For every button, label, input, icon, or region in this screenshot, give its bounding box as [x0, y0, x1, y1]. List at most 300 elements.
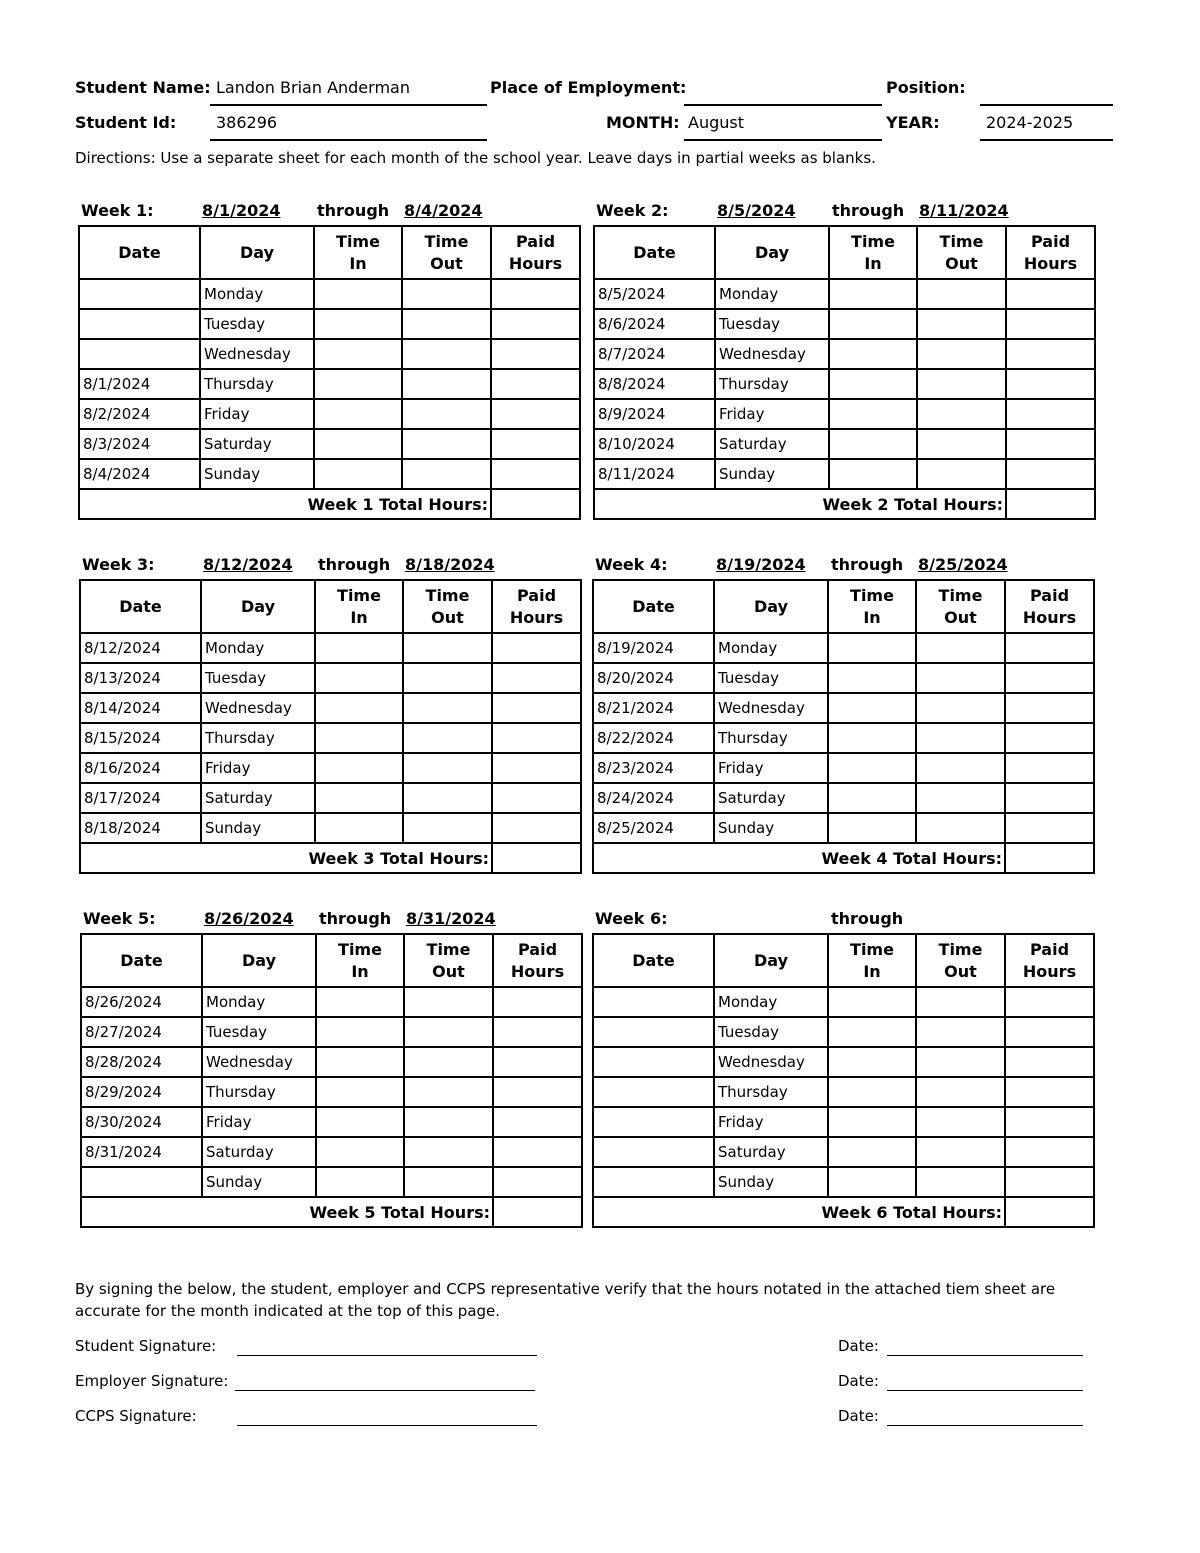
ccps-signature-line[interactable] — [237, 1425, 537, 1426]
date-cell[interactable]: 8/27/2024 — [81, 1017, 202, 1047]
time-out-cell[interactable] — [917, 279, 1006, 309]
week-label: Week 1: — [81, 201, 154, 220]
paid-hours-cell[interactable] — [492, 783, 581, 813]
day-cell: Wednesday — [202, 1047, 316, 1077]
time-out-cell[interactable] — [916, 1137, 1005, 1167]
date-cell[interactable]: 8/2/2024 — [79, 399, 200, 429]
paid-hours-cell[interactable] — [493, 1047, 582, 1077]
column-paid-hours — [1005, 934, 1094, 987]
employer-signature-line[interactable] — [235, 1390, 535, 1391]
day-cell: Tuesday — [201, 663, 315, 693]
table-row — [81, 987, 582, 1017]
student-signature-date-line[interactable] — [887, 1355, 1083, 1356]
time-out-cell[interactable] — [404, 987, 493, 1017]
date-cell[interactable]: 8/19/2024 — [593, 633, 714, 663]
time-out-cell[interactable] — [404, 1167, 493, 1197]
student-signature-date-label: Date: — [838, 1337, 879, 1355]
student-name-value[interactable]: Landon Brian Anderman — [216, 78, 410, 97]
day-cell: Sunday — [715, 459, 829, 489]
week-end-date[interactable]: 8/11/2024 — [919, 201, 1009, 220]
time-in-cell[interactable] — [315, 723, 403, 753]
date-cell[interactable]: 8/1/2024 — [79, 369, 200, 399]
time-in-cell[interactable] — [315, 693, 403, 723]
week-total-hours-cell[interactable] — [491, 489, 580, 519]
table-row — [79, 399, 580, 429]
time-in-cell[interactable] — [316, 1077, 404, 1107]
date-cell[interactable] — [593, 1107, 714, 1137]
date-cell[interactable]: 8/28/2024 — [81, 1047, 202, 1077]
column-paid-hours-line-1: Paid — [515, 231, 556, 251]
position-label: Position: — [886, 78, 966, 97]
time-out-cell[interactable] — [404, 1077, 493, 1107]
time-in-cell[interactable] — [828, 753, 916, 783]
through-label: through — [317, 201, 390, 220]
time-out-cell[interactable] — [402, 369, 491, 399]
day-cell: Wednesday — [714, 693, 828, 723]
time-out-cell[interactable] — [403, 783, 492, 813]
time-in-cell[interactable] — [314, 339, 402, 369]
table-row — [594, 429, 1095, 459]
week-start-date[interactable]: 8/1/2024 — [202, 201, 281, 220]
paid-hours-cell[interactable] — [491, 309, 580, 339]
table-row — [593, 723, 1094, 753]
week-total-hours-cell[interactable] — [1005, 843, 1094, 873]
time-in-cell[interactable] — [315, 633, 403, 663]
time-out-cell[interactable] — [916, 1107, 1005, 1137]
paid-hours-cell[interactable] — [1005, 813, 1094, 843]
column-time-in-line-1: Time — [850, 939, 894, 959]
paid-hours-cell[interactable] — [1005, 693, 1094, 723]
column-time-in-line-2: In — [351, 961, 369, 981]
day-cell: Thursday — [714, 1077, 828, 1107]
table-header-row — [80, 580, 581, 633]
table-row — [593, 1077, 1094, 1107]
paid-hours-cell[interactable] — [493, 1017, 582, 1047]
day-cell: Saturday — [202, 1137, 316, 1167]
week-end-date[interactable]: 8/4/2024 — [404, 201, 483, 220]
date-cell[interactable]: 8/9/2024 — [594, 399, 715, 429]
paid-hours-cell[interactable] — [1005, 723, 1094, 753]
table-row — [81, 1137, 582, 1167]
column-time-out-line-1: Time — [938, 585, 983, 605]
time-out-cell[interactable] — [403, 633, 492, 663]
time-out-cell[interactable] — [916, 753, 1005, 783]
week-label: Week 6: — [595, 909, 668, 928]
time-in-cell[interactable] — [828, 723, 916, 753]
through-label: through — [831, 909, 904, 928]
student-id-underline — [210, 139, 487, 141]
date-cell[interactable]: 8/13/2024 — [80, 663, 201, 693]
paid-hours-cell[interactable] — [1006, 459, 1095, 489]
week-total-label: Week 5 Total Hours: — [81, 1197, 493, 1227]
table-row — [79, 369, 580, 399]
table-row — [80, 663, 581, 693]
month-label: MONTH: — [606, 113, 680, 132]
paid-hours-cell[interactable] — [1006, 369, 1095, 399]
time-in-cell[interactable] — [828, 1107, 916, 1137]
paid-hours-cell[interactable] — [492, 723, 581, 753]
date-cell[interactable]: 8/11/2024 — [594, 459, 715, 489]
paid-hours-cell[interactable] — [1005, 987, 1094, 1017]
verification-line-2: accurate for the month indicated at the top of this page. — [75, 1302, 501, 1320]
paid-hours-cell[interactable] — [493, 987, 582, 1017]
time-out-cell[interactable] — [917, 369, 1006, 399]
column-day: Day — [715, 226, 829, 279]
time-in-cell[interactable] — [315, 813, 403, 843]
table-row — [593, 633, 1094, 663]
time-out-cell[interactable] — [404, 1107, 493, 1137]
time-out-cell[interactable] — [916, 813, 1005, 843]
week-header — [80, 907, 581, 933]
time-in-cell[interactable] — [828, 1017, 916, 1047]
time-in-cell[interactable] — [829, 459, 917, 489]
day-cell: Tuesday — [715, 309, 829, 339]
time-out-cell[interactable] — [402, 309, 491, 339]
paid-hours-cell[interactable] — [1005, 1167, 1094, 1197]
column-time-out-line-2: Out — [430, 253, 463, 273]
column-time-out-line-1: Time — [938, 939, 983, 959]
paid-hours-cell[interactable] — [493, 1167, 582, 1197]
student-id-value[interactable]: 386296 — [216, 113, 278, 132]
date-cell[interactable]: 8/16/2024 — [80, 753, 201, 783]
date-cell[interactable] — [79, 339, 200, 369]
time-in-cell[interactable] — [314, 369, 402, 399]
time-in-cell[interactable] — [828, 663, 916, 693]
total-row — [594, 489, 1095, 519]
place-of-employment-underline — [684, 104, 882, 106]
time-in-cell[interactable] — [316, 1047, 404, 1077]
week-label: Week 2: — [596, 201, 669, 220]
day-cell: Friday — [714, 1107, 828, 1137]
date-cell[interactable]: 8/14/2024 — [80, 693, 201, 723]
time-out-cell[interactable] — [916, 987, 1005, 1017]
date-cell[interactable] — [593, 1077, 714, 1107]
time-out-cell[interactable] — [917, 309, 1006, 339]
paid-hours-cell[interactable] — [491, 279, 580, 309]
paid-hours-cell[interactable] — [1006, 309, 1095, 339]
week-total-label: Week 6 Total Hours: — [593, 1197, 1005, 1227]
time-out-cell[interactable] — [402, 429, 491, 459]
time-out-cell[interactable] — [916, 663, 1005, 693]
date-cell[interactable] — [593, 1047, 714, 1077]
table-row — [80, 723, 581, 753]
column-time-out — [403, 580, 492, 633]
date-cell[interactable]: 8/25/2024 — [593, 813, 714, 843]
time-out-cell[interactable] — [917, 429, 1006, 459]
day-cell: Sunday — [201, 813, 315, 843]
paid-hours-cell[interactable] — [492, 663, 581, 693]
date-cell[interactable]: 8/10/2024 — [594, 429, 715, 459]
paid-hours-cell[interactable] — [1005, 1077, 1094, 1107]
column-paid-hours-line-2: Hours — [1023, 253, 1078, 273]
table-row — [594, 279, 1095, 309]
paid-hours-cell[interactable] — [493, 1137, 582, 1167]
day-cell: Thursday — [201, 723, 315, 753]
week-start-date[interactable]: 8/5/2024 — [717, 201, 796, 220]
date-cell[interactable] — [79, 279, 200, 309]
date-cell[interactable] — [593, 987, 714, 1017]
date-cell[interactable] — [593, 1137, 714, 1167]
week-start-date[interactable]: 8/12/2024 — [203, 555, 293, 574]
date-cell[interactable]: 8/21/2024 — [593, 693, 714, 723]
table-row — [594, 369, 1095, 399]
employer-signature-date-line[interactable] — [887, 1390, 1083, 1391]
week-header — [592, 907, 1093, 933]
timesheet-table — [592, 933, 1095, 1228]
table-header-row — [81, 934, 582, 987]
table-row — [593, 1107, 1094, 1137]
day-cell: Tuesday — [714, 663, 828, 693]
time-out-cell[interactable] — [403, 693, 492, 723]
month-value[interactable]: August — [688, 113, 744, 132]
column-time-out — [404, 934, 493, 987]
week-end-date[interactable]: 8/31/2024 — [406, 909, 496, 928]
position-underline — [980, 104, 1113, 106]
time-in-cell[interactable] — [314, 429, 402, 459]
column-time-out-line-1: Time — [425, 585, 470, 605]
table-row — [593, 783, 1094, 813]
date-cell[interactable]: 8/31/2024 — [81, 1137, 202, 1167]
time-in-cell[interactable] — [828, 1047, 916, 1077]
time-in-cell[interactable] — [828, 693, 916, 723]
week-total-hours-cell[interactable] — [492, 843, 581, 873]
day-cell: Wednesday — [201, 693, 315, 723]
day-cell: Monday — [202, 987, 316, 1017]
time-in-cell[interactable] — [316, 1017, 404, 1047]
date-cell[interactable]: 8/7/2024 — [594, 339, 715, 369]
date-cell[interactable]: 8/23/2024 — [593, 753, 714, 783]
ccps-signature-date-line[interactable] — [887, 1425, 1083, 1426]
time-in-cell[interactable] — [828, 1137, 916, 1167]
paid-hours-cell[interactable] — [1006, 429, 1095, 459]
date-cell[interactable] — [593, 1167, 714, 1197]
time-in-cell[interactable] — [828, 783, 916, 813]
paid-hours-cell[interactable] — [493, 1077, 582, 1107]
column-paid-hours-line-2: Hours — [509, 607, 564, 627]
date-cell[interactable]: 8/20/2024 — [593, 663, 714, 693]
column-date: Date — [80, 580, 201, 633]
column-date: Date — [593, 580, 714, 633]
date-cell[interactable]: 8/4/2024 — [79, 459, 200, 489]
place-of-employment-label: Place of Employment: — [490, 78, 687, 97]
time-out-cell[interactable] — [916, 1077, 1005, 1107]
date-cell[interactable]: 8/8/2024 — [594, 369, 715, 399]
day-cell: Sunday — [714, 813, 828, 843]
table-row — [594, 309, 1095, 339]
time-out-cell[interactable] — [404, 1017, 493, 1047]
date-cell[interactable]: 8/22/2024 — [593, 723, 714, 753]
table-header-row — [593, 934, 1094, 987]
paid-hours-cell[interactable] — [1006, 279, 1095, 309]
time-out-cell[interactable] — [916, 1017, 1005, 1047]
time-in-cell[interactable] — [829, 429, 917, 459]
month-underline — [684, 139, 882, 141]
time-out-cell[interactable] — [916, 633, 1005, 663]
date-cell[interactable]: 8/17/2024 — [80, 783, 201, 813]
time-in-cell[interactable] — [314, 459, 402, 489]
date-cell[interactable]: 8/6/2024 — [594, 309, 715, 339]
time-out-cell[interactable] — [917, 459, 1006, 489]
week-header — [593, 199, 1094, 225]
table-row — [80, 813, 581, 843]
column-paid-hours-line-1: Paid — [1029, 939, 1070, 959]
time-in-cell[interactable] — [315, 663, 403, 693]
time-in-cell[interactable] — [316, 1167, 404, 1197]
column-time-in-line-1: Time — [850, 585, 894, 605]
date-cell[interactable]: 8/29/2024 — [81, 1077, 202, 1107]
week-total-hours-cell[interactable] — [493, 1197, 582, 1227]
time-in-cell[interactable] — [829, 399, 917, 429]
week-start-date[interactable]: 8/26/2024 — [204, 909, 294, 928]
time-in-cell[interactable] — [314, 309, 402, 339]
table-header-row — [79, 226, 580, 279]
date-cell[interactable] — [79, 309, 200, 339]
year-underline — [980, 139, 1113, 141]
column-time-in — [828, 934, 916, 987]
table-row — [81, 1077, 582, 1107]
time-in-cell[interactable] — [314, 399, 402, 429]
time-out-cell[interactable] — [402, 459, 491, 489]
time-out-cell[interactable] — [916, 783, 1005, 813]
paid-hours-cell[interactable] — [492, 753, 581, 783]
time-in-cell[interactable] — [316, 1107, 404, 1137]
paid-hours-cell[interactable] — [491, 399, 580, 429]
paid-hours-cell[interactable] — [1005, 1047, 1094, 1077]
time-in-cell[interactable] — [829, 279, 917, 309]
week-total-hours-cell[interactable] — [1006, 489, 1095, 519]
date-cell[interactable]: 8/26/2024 — [81, 987, 202, 1017]
date-cell[interactable] — [593, 1017, 714, 1047]
time-in-cell[interactable] — [316, 987, 404, 1017]
date-cell[interactable]: 8/5/2024 — [594, 279, 715, 309]
time-out-cell[interactable] — [404, 1047, 493, 1077]
time-in-cell[interactable] — [829, 309, 917, 339]
time-out-cell[interactable] — [402, 339, 491, 369]
time-out-cell[interactable] — [917, 399, 1006, 429]
time-out-cell[interactable] — [916, 693, 1005, 723]
column-paid-hours-line-2: Hours — [510, 961, 565, 981]
time-out-cell[interactable] — [403, 663, 492, 693]
time-out-cell[interactable] — [403, 753, 492, 783]
date-cell[interactable]: 8/15/2024 — [80, 723, 201, 753]
week-end-date[interactable]: 8/18/2024 — [405, 555, 495, 574]
paid-hours-cell[interactable] — [1005, 633, 1094, 663]
time-out-cell[interactable] — [403, 813, 492, 843]
paid-hours-cell[interactable] — [1005, 1107, 1094, 1137]
week-header — [79, 553, 580, 579]
date-cell[interactable] — [81, 1167, 202, 1197]
time-in-cell[interactable] — [315, 753, 403, 783]
day-cell: Tuesday — [714, 1017, 828, 1047]
time-in-cell[interactable] — [829, 369, 917, 399]
day-cell: Saturday — [714, 783, 828, 813]
paid-hours-cell[interactable] — [1005, 663, 1094, 693]
year-label: YEAR: — [886, 113, 940, 132]
column-paid-hours — [493, 934, 582, 987]
column-time-in — [829, 226, 917, 279]
date-cell[interactable]: 8/24/2024 — [593, 783, 714, 813]
employer-signature-date-label: Date: — [838, 1372, 879, 1390]
paid-hours-cell[interactable] — [493, 1107, 582, 1137]
paid-hours-cell[interactable] — [1006, 399, 1095, 429]
week-total-label: Week 2 Total Hours: — [594, 489, 1006, 519]
table-row — [80, 693, 581, 723]
column-time-in — [316, 934, 404, 987]
time-out-cell[interactable] — [916, 723, 1005, 753]
time-in-cell[interactable] — [828, 1077, 916, 1107]
paid-hours-cell[interactable] — [1005, 783, 1094, 813]
time-out-cell[interactable] — [916, 1047, 1005, 1077]
paid-hours-cell[interactable] — [492, 633, 581, 663]
paid-hours-cell[interactable] — [492, 693, 581, 723]
paid-hours-cell[interactable] — [491, 339, 580, 369]
time-in-cell[interactable] — [829, 339, 917, 369]
column-paid-hours — [1005, 580, 1094, 633]
time-in-cell[interactable] — [828, 813, 916, 843]
paid-hours-cell[interactable] — [1005, 1137, 1094, 1167]
total-row — [79, 489, 580, 519]
time-in-cell[interactable] — [316, 1137, 404, 1167]
column-day: Day — [200, 226, 314, 279]
time-out-cell[interactable] — [916, 1167, 1005, 1197]
week-end-date[interactable]: 8/25/2024 — [918, 555, 1008, 574]
table-row — [593, 813, 1094, 843]
table-row — [593, 1167, 1094, 1197]
time-in-cell[interactable] — [828, 1167, 916, 1197]
paid-hours-cell[interactable] — [491, 369, 580, 399]
time-out-cell[interactable] — [402, 399, 491, 429]
day-cell: Monday — [715, 279, 829, 309]
week-total-hours-cell[interactable] — [1005, 1197, 1094, 1227]
time-in-cell[interactable] — [315, 783, 403, 813]
column-paid-hours-line-1: Paid — [516, 585, 557, 605]
time-in-cell[interactable] — [828, 633, 916, 663]
time-in-cell[interactable] — [314, 279, 402, 309]
day-cell: Sunday — [714, 1167, 828, 1197]
time-out-cell[interactable] — [917, 339, 1006, 369]
date-cell[interactable]: 8/18/2024 — [80, 813, 201, 843]
table-row — [593, 693, 1094, 723]
column-time-in-line-1: Time — [336, 231, 380, 251]
year-value[interactable]: 2024-2025 — [986, 113, 1074, 132]
day-cell: Tuesday — [202, 1017, 316, 1047]
student-id-label: Student Id: — [75, 113, 177, 132]
paid-hours-cell[interactable] — [492, 813, 581, 843]
total-row — [80, 843, 581, 873]
student-signature-line[interactable] — [237, 1355, 537, 1356]
column-time-in — [314, 226, 402, 279]
day-cell: Friday — [201, 753, 315, 783]
paid-hours-cell[interactable] — [491, 459, 580, 489]
week-label: Week 3: — [82, 555, 155, 574]
time-out-cell[interactable] — [403, 723, 492, 753]
date-cell[interactable]: 8/3/2024 — [79, 429, 200, 459]
paid-hours-cell[interactable] — [491, 429, 580, 459]
time-in-cell[interactable] — [828, 987, 916, 1017]
column-time-out-line-2: Out — [945, 253, 978, 273]
paid-hours-cell[interactable] — [1005, 753, 1094, 783]
time-out-cell[interactable] — [404, 1137, 493, 1167]
week-6-block — [592, 907, 1093, 1228]
time-out-cell[interactable] — [402, 279, 491, 309]
paid-hours-cell[interactable] — [1006, 339, 1095, 369]
table-row — [79, 339, 580, 369]
date-cell[interactable]: 8/30/2024 — [81, 1107, 202, 1137]
week-start-date[interactable]: 8/19/2024 — [716, 555, 806, 574]
date-cell[interactable]: 8/12/2024 — [80, 633, 201, 663]
day-cell: Friday — [714, 753, 828, 783]
paid-hours-cell[interactable] — [1005, 1017, 1094, 1047]
